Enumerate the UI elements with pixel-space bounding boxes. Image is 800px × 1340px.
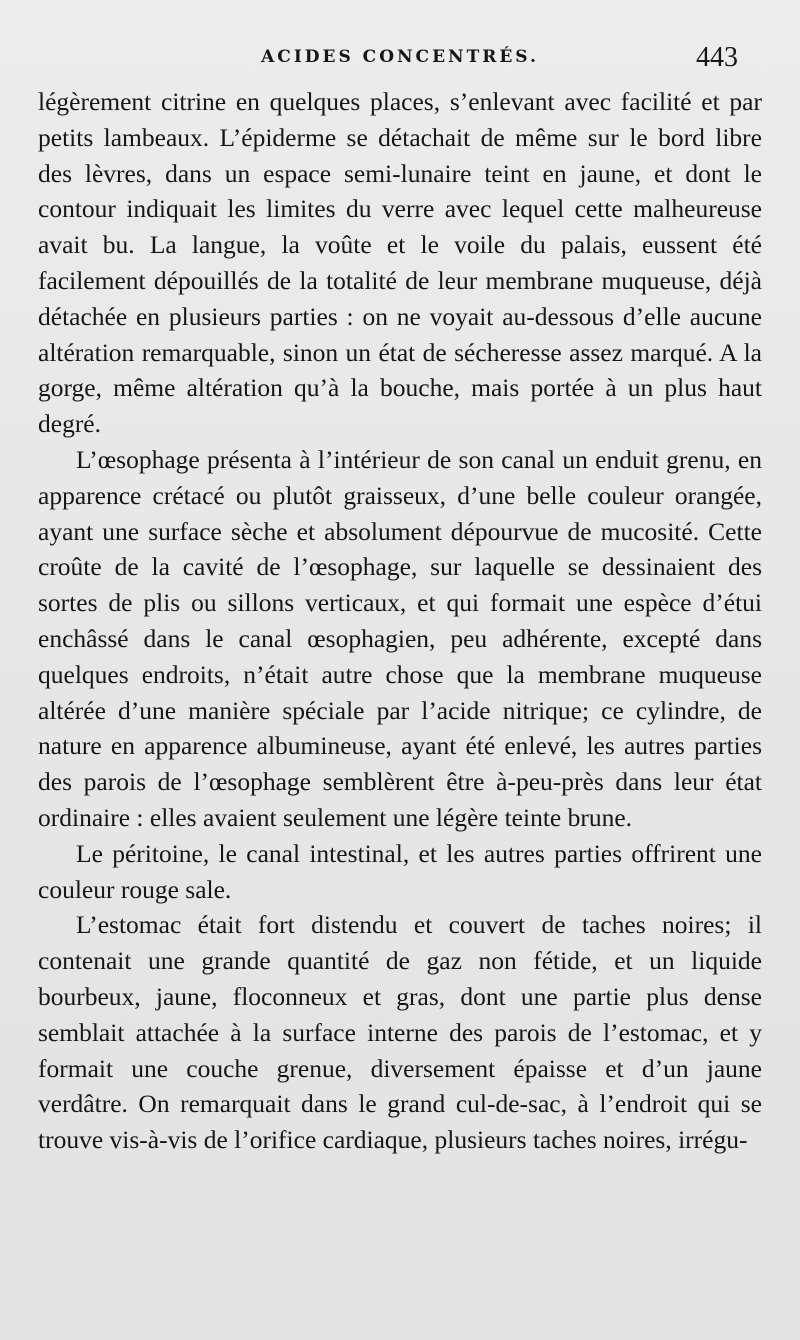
page-number: 443 [696, 42, 738, 73]
running-title: ACIDES CONCENTRÉS. [261, 47, 539, 67]
paragraph: L’estomac était fort distendu et couvert de taches noires; il contenait une grande quantité de gaz non fétide, et un liquide bourbeux, jaune, floconneux et gras, dont une partie plus dense semblait attachée à la surface interne des parois de l’estomac, et y formait une couche grenue, diversement épaisse et d’un jaune verdâtre. On remarquait dans le grand cul-de-sac, à l’endroit qui se trouve vis-à-vis de l’orifice cardiaque, plusieurs taches noires, irrégu- [38, 910, 762, 1155]
paragraph: L’œsophage présenta à l’intérieur de son canal un enduit grenu, en apparence crétacé ou plutôt graisseux, d’une belle couleur orangée, ayant une surface sèche et absolument dépourvue de mucosité. Cette croûte de la cavité de l’œsophage, sur laquelle se dessinaient des sortes de plis ou sillons verticaux, et qui formait une espèce d’étui enchâssé dans le canal œsophagien, peu adhérente, excepté dans quelques endroits, n’était autre chose que la membrane muqueuse altérée d’une manière spéciale par l’acide nitrique; ce cylindre, de nature en apparence albumineuse, ayant été enlevé, les autres parties des parois de l’œsophage semblèrent être à-peu-près dans leur état ordinaire : elles avaient seulement une légère teinte brune. [38, 444, 762, 832]
paragraph: légèrement citrine en quelques places, s’enlevant avec facilité et par petits lambeaux. L’épiderme se détachait de même sur le bord libre des lèvres, dans un espace semi-lunaire teint en jaune, et dont le contour indiquait les limites du verre avec lequel cette malheureuse avait bu. La langue, la voûte et le voile du palais, eussent été facilement dépouillés de la totalité de leur membrane muqueuse, déjà détachée en plusieurs parties : on ne voyait au-dessous d’elle aucune altération remarquable, sinon un état de sécheresse assez marqué. A la gorge, même altération qu’à la bouche, mais portée à un plus haut degré. [38, 87, 762, 439]
body-text [38, 84, 762, 1158]
paragraph: Le péritoine, le canal intestinal, et les autres parties offrirent une couleur rouge sale. [38, 838, 762, 904]
